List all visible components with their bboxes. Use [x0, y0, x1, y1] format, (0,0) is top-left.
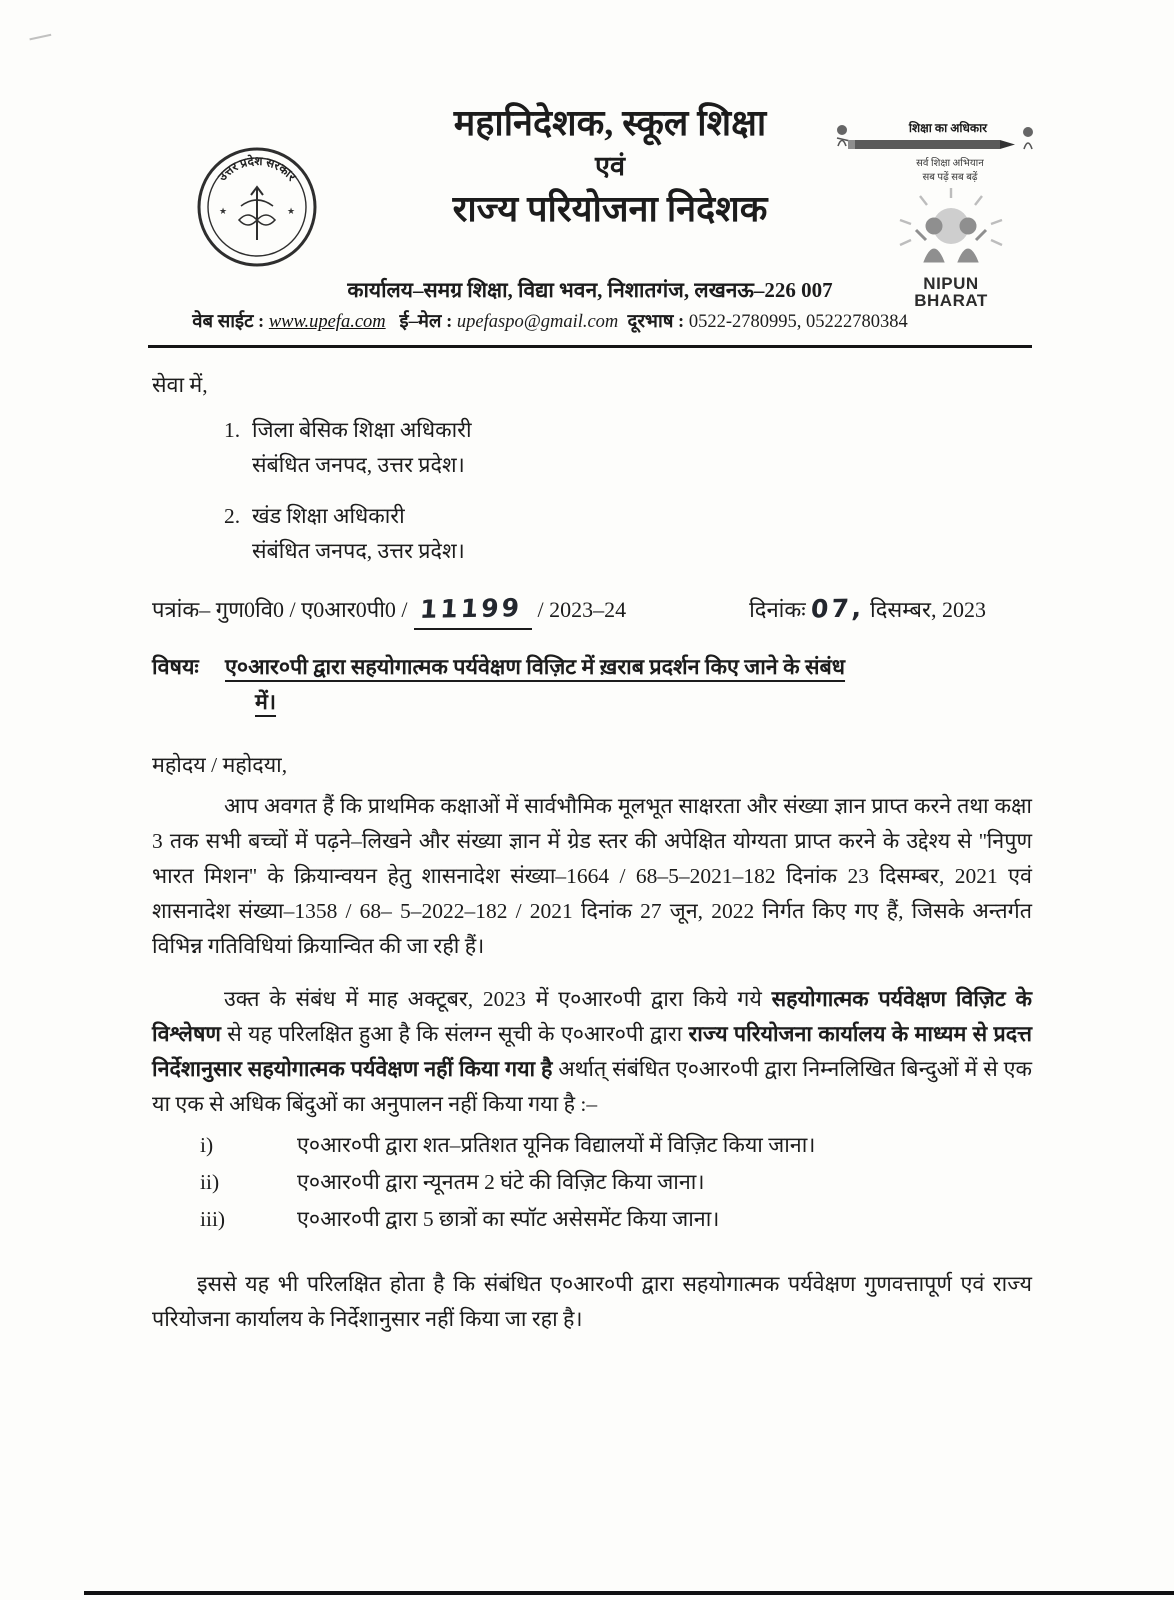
reference-and-date-row — [152, 591, 1032, 630]
salutation: महोदय / महोदया, — [152, 753, 288, 777]
website-link[interactable]: www.upefa.com — [268, 312, 386, 332]
letterhead-title-line3: राज्य परियोजना निदेशक — [452, 189, 768, 229]
point-1-number: i) — [200, 1133, 214, 1157]
subject-row — [152, 650, 1032, 685]
seal-star-left: ★ — [219, 206, 228, 216]
seal-star-right: ★ — [287, 206, 296, 216]
scan-artifact-mark — [29, 34, 52, 46]
nipun-text-line2: BHARAT — [914, 291, 988, 310]
scan-bottom-edge-line — [84, 1591, 1174, 1595]
ssa-line2-text: सब पढ़ें सब बढ़ें — [922, 172, 978, 183]
recipient-1 — [152, 413, 1032, 483]
letterhead-title-line1: महानिदेशक, स्कूल शिक्षा — [453, 103, 767, 143]
rte-child-figure-right — [1023, 127, 1033, 149]
para2-seg4-bold: राज्य परियोजना कार्यालय के माध्यम से प्रदत्त निर्देशानुसार सहयोगात्मक पर्यवेक्षण नहीं किया गया है — [152, 1022, 1032, 1081]
point-item-2 — [152, 1165, 1032, 1200]
recipient-1-line2: संबंधित जनपद, उत्तर प्रदेश। — [252, 453, 465, 477]
para2-seg1: उक्त के संबंध में माह अक्टूबर, 2023 में ए०आर०पी द्वारा किये गये — [224, 987, 772, 1011]
paragraph-2 — [152, 982, 1032, 1122]
nipun-sun-children-icon — [892, 188, 1010, 270]
website-label: वेब साईट : — [192, 312, 265, 332]
point-2-text: ए०आर०पी द्वारा न्यूनतम 2 घंटे की विज़िट किया जाना। — [297, 1170, 705, 1194]
header-divider-rule — [148, 345, 1032, 348]
seal-curved-text: उत्तर प्रदेश सरकार — [215, 153, 299, 184]
date-day-handwritten: 07, — [810, 593, 866, 624]
phone-numbers: 0522-2780995, 05222780384 — [688, 312, 908, 332]
recipient-2-line1: खंड शिक्षा अधिकारी — [252, 504, 405, 528]
phone-label: दूरभाष : — [627, 312, 685, 332]
para2-seg2-bold: सहयोगात्मक पर्यवेक्षण विज़िट के विश्लेषण — [152, 987, 1032, 1046]
paragraph-1: आप अवगत हैं कि प्राथमिक कक्षाओं में सार्वभौमिक मूलभूत साक्षरता और संख्या ज्ञान प्राप्त करने तथा कक्षा 3 तक सभी बच्चों में पढ़ने–लिखने और संख्या ज्ञान में ग्रेड स्तर की अपेक्षित योग्यता प्राप्त करने के उद्देश्य से ''निपुण भारत मिशन'' के क्रियान्वयन हेतु शासनादेश संख्या–1664 / 68–5–2021–182 दिनांक 23 दिसम्बर, 2021 एवं शासनादेश संख्या–1358 / 68– 5–2022–182 / 2021 दिनांक 27 जून, 2022 निर्गत किए गए हैं, जिसके अन्तर्गत विभिन्न गतिविधियां क्रियान्वित की जा रही हैं। — [152, 794, 1032, 958]
rte-pencil-tip — [1000, 140, 1015, 149]
subject-text-line2: में। — [255, 690, 277, 714]
rte-pencil-logo — [828, 116, 1040, 195]
letterhead-title-line2: एवं — [595, 151, 625, 181]
point-3-text: ए०आर०पी द्वारा 5 छात्रों का स्पॉट असेसमेंट किया जाना। — [297, 1207, 720, 1231]
office-address-line: कार्यालय–समग्र शिक्षा, विद्या भवन, निशातगंज, लखनऊ–226 007 — [347, 278, 833, 302]
rte-label-text: शिक्षा का अधिकार — [908, 121, 988, 135]
reference-prefix: पत्रांक– गुण0वि0 / ए0आर0पी0 / — [152, 597, 408, 622]
recipient-2-number: 2. — [224, 504, 241, 528]
rte-pencil-body — [854, 140, 1000, 149]
nipun-text-line1: NIPUN — [923, 274, 979, 293]
subject-text-line1: ए०आर०पी द्वारा सहयोगात्मक पर्यवेक्षण विज़िट में ख़राब प्रदर्शन किए जाने के संबंध — [225, 655, 846, 679]
email-link[interactable]: upefaspo@gmail.com — [456, 312, 619, 332]
contact-line — [150, 308, 950, 333]
subject-label: विषयः — [152, 655, 199, 679]
date-label: दिनांकः — [749, 597, 806, 622]
point-item-1 — [152, 1128, 1032, 1163]
para2-seg5: अर्थात् संबंधित ए०आर०पी द्वारा निम्नलिखित बिन्दुओं में से एक या एक से अधिक बिंदुओं का अनुपालन नहीं किया गया है :– — [152, 1057, 1033, 1116]
seal-fish-and-arrow — [239, 187, 275, 240]
points-list — [152, 1128, 1032, 1237]
ssa-line1-text: सर्व शिक्षा अभियान — [916, 158, 984, 169]
point-3-number: iii) — [200, 1207, 226, 1231]
point-1-text: ए०आर०पी द्वारा शत–प्रतिशत यूनिक विद्यालयों में विज़िट किया जाना। — [297, 1133, 816, 1157]
paragraph-3: इससे यह भी परिलक्षित होता है कि संबंधित ए०आर०पी द्वारा सहयोगात्मक पर्यवेक्षण गुणवत्तापूर्ण एवं राज्य परियोजना कार्यालय के निर्देशानुसार नहीं किया जा रहा है। — [152, 1272, 1032, 1331]
reference-suffix: / 2023–24 — [537, 597, 627, 622]
recipient-2 — [152, 499, 1032, 569]
reference-number-handwritten: 11199 — [414, 591, 532, 630]
para2-seg3: से यह परिलक्षित हुआ है कि संलग्न सूची के ए०आर०पी द्वारा — [220, 1022, 689, 1046]
date-month-year: दिसम्बर, 2023 — [870, 597, 986, 622]
date-block — [749, 591, 986, 627]
letter-body — [152, 362, 1032, 1337]
email-label: ई–मेल : — [399, 312, 453, 332]
point-item-3 — [152, 1202, 1032, 1237]
up-government-seal-icon — [194, 144, 320, 270]
rte-pencil-eraser — [848, 140, 855, 149]
recipient-1-number: 1. — [224, 418, 241, 442]
recipient-1-line1: जिला बेसिक शिक्षा अधिकारी — [252, 418, 472, 442]
letterhead-titles — [330, 100, 890, 232]
to-label: सेवा में, — [152, 373, 208, 397]
recipient-2-line2: संबंधित जनपद, उत्तर प्रदेश। — [252, 539, 465, 563]
point-2-number: ii) — [200, 1170, 220, 1194]
